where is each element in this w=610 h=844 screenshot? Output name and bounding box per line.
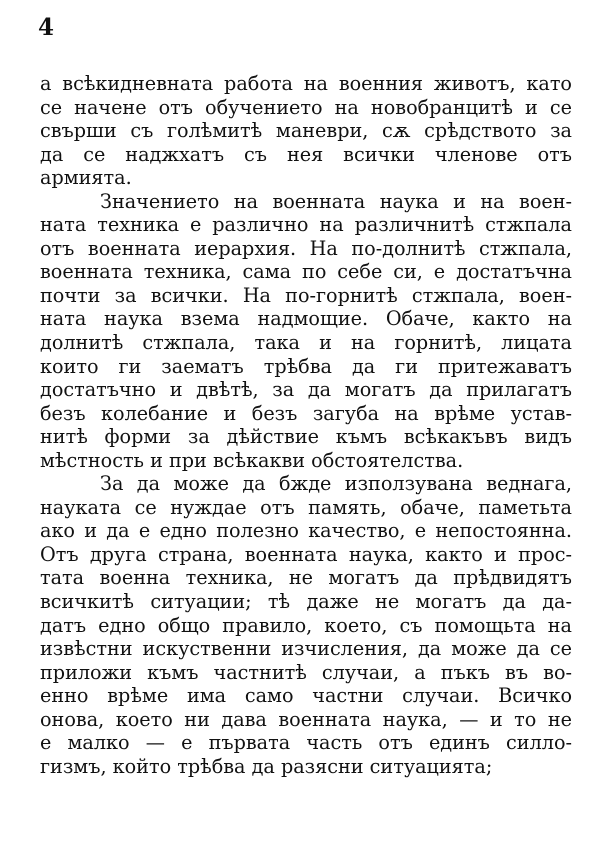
text-line: Значението на военната наука и на воен-: [100, 189, 572, 213]
text-line: датъ едно общо правило, което, съ помощьта на: [40, 613, 572, 637]
text-line: ако и да е едно полезно качество, е непостоянна.: [40, 519, 572, 543]
text-line: приложи къмъ частнитѣ случаи, а пъкъ въ во-: [40, 660, 572, 684]
text-line: се начене отъ обучението на новобранцитѣ и се: [40, 95, 572, 119]
text-line: За да може да бжде използувана веднага,: [100, 472, 572, 496]
page-number: 4: [38, 14, 55, 41]
text-line: енно врѣме има само частни случаи. Всичко: [40, 684, 572, 708]
text-line: мѣстность и при всѣкакви обстоятелства.: [40, 448, 464, 472]
paragraph: [40, 72, 572, 190]
text-line: отъ военната иерархия. На по-долнитѣ стжпала,: [40, 236, 572, 260]
text-line: нитѣ форми за дѣйствие къмъ всѣкакъвъ видъ: [40, 425, 572, 449]
text-line: да се наджхатъ съ нея всички членове отъ: [40, 142, 572, 166]
paragraph: [40, 472, 572, 778]
text-line: тата военна техника, не могатъ да прѣдвидятъ: [40, 566, 572, 590]
text-line: военната техника, сама по себе си, е достатъчна: [40, 260, 572, 284]
body-text: [40, 72, 572, 778]
text-line: почти за всички. На по-горнитѣ стжпала, воен-: [40, 283, 572, 307]
text-line: достатъчно и двѣтѣ, за да могатъ да прилагатъ: [40, 378, 572, 402]
paragraph: [40, 190, 572, 473]
text-line: науката се нуждае отъ память, обаче, паметьта: [40, 495, 572, 519]
text-line: онова, което ни дава военната наука, — и то не: [40, 707, 572, 731]
text-line: които ги заематъ трѣбва да ги притежаватъ: [40, 354, 572, 378]
text-line: всичкитѣ ситуации; тѣ даже не могатъ да да-: [40, 590, 572, 614]
text-line: е малко — е първата часть отъ единъ силло-: [40, 731, 572, 755]
text-line: ната наука взема надмощие. Обаче, както на: [40, 307, 572, 331]
text-line: ната техника е различно на различнитѣ стжпала: [40, 213, 572, 237]
text-line: а всѣкидневната работа на военния животъ, като: [40, 72, 572, 95]
text-line: безъ колебание и безъ загуба на врѣме устав-: [40, 401, 572, 425]
text-line: свърши съ голѣмитѣ маневри, сѫ срѣдството за: [40, 119, 572, 143]
text-line: Отъ друга страна, военната наука, както и прос-: [40, 542, 572, 566]
text-line: армията.: [40, 166, 132, 190]
text-line: извѣстни искуственни изчисления, да може да се: [40, 637, 572, 661]
text-line: долнитѣ стжпала, така и на горнитѣ, лицата: [40, 331, 572, 355]
text-line: гизмъ, който трѣбва да разясни ситуацията;: [40, 754, 493, 778]
